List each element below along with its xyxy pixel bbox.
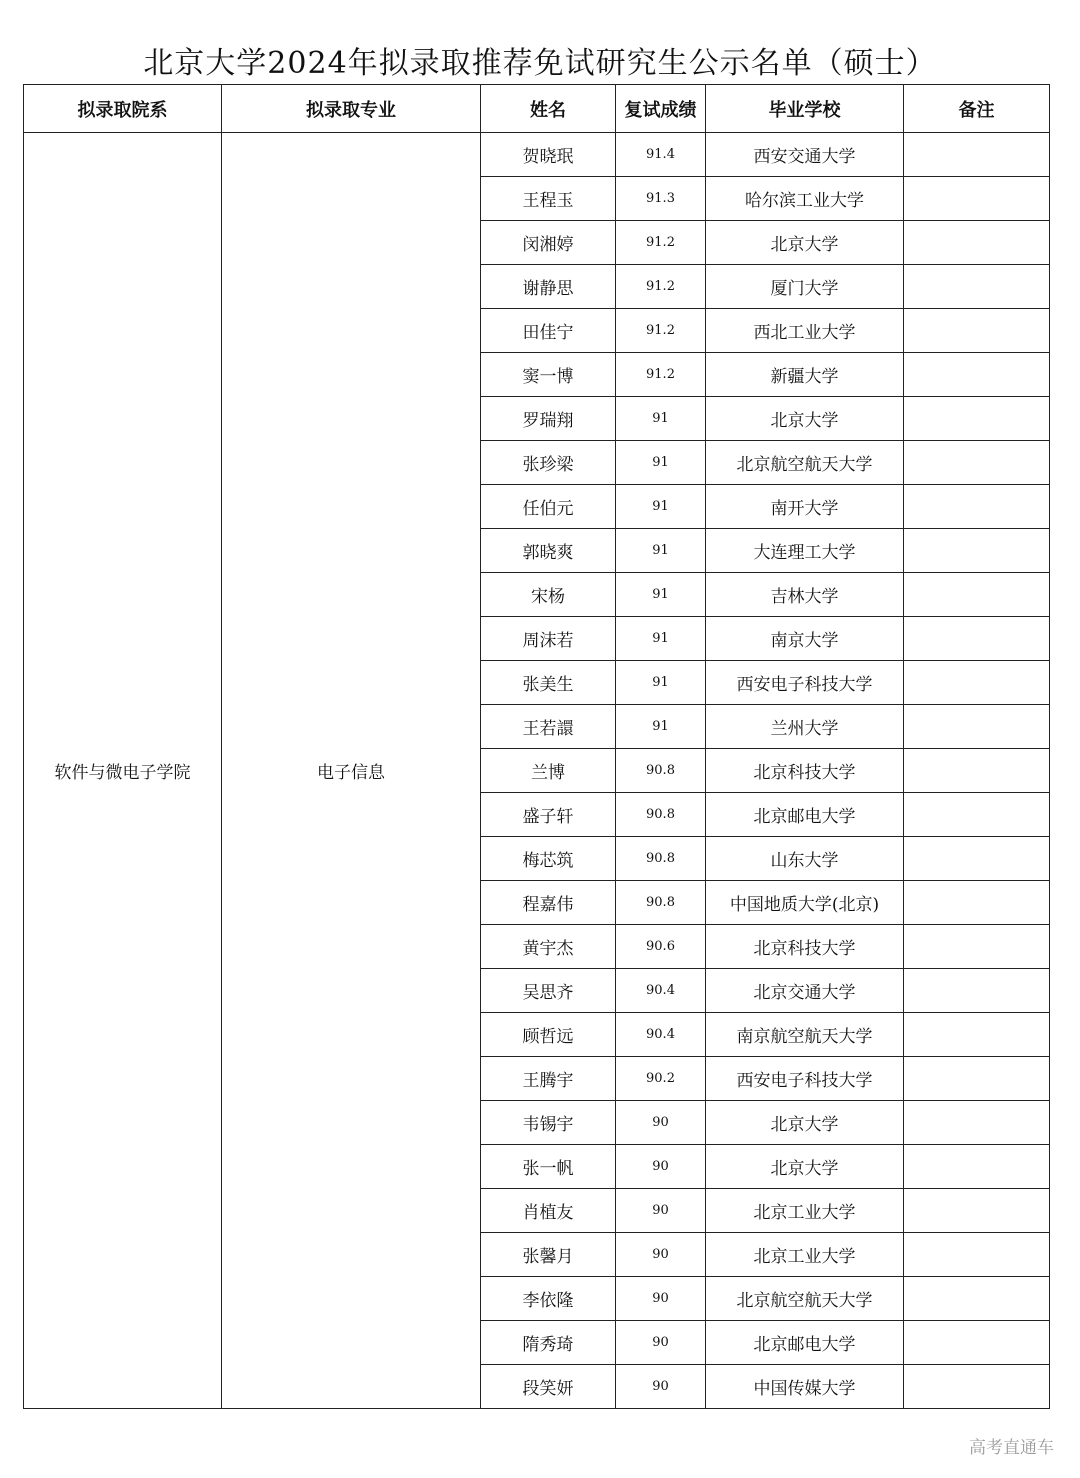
school-cell: 中国传媒大学: [706, 1365, 904, 1409]
name-cell: 张馨月: [481, 1233, 616, 1277]
page-title: 北京大学2024年拟录取推荐免试研究生公示名单（硕士）: [143, 46, 937, 81]
header-major: 拟录取专业: [222, 85, 481, 133]
school-cell: 大连理工大学: [706, 529, 904, 573]
school-cell: 北京航空航天大学: [706, 1277, 904, 1321]
school-cell: 北京邮电大学: [706, 1321, 904, 1365]
name-cell: 韦锡宇: [481, 1101, 616, 1145]
score-cell: 90.8: [616, 793, 706, 837]
score-cell: 91.2: [616, 353, 706, 397]
header-department: 拟录取院系: [24, 85, 222, 133]
name-cell: 段笑妍: [481, 1365, 616, 1409]
name-cell: 顾哲远: [481, 1013, 616, 1057]
note-cell: [904, 881, 1050, 925]
score-cell: 90: [616, 1189, 706, 1233]
score-cell: 91: [616, 485, 706, 529]
school-cell: 北京航空航天大学: [706, 441, 904, 485]
name-cell: 肖植友: [481, 1189, 616, 1233]
name-cell: 王腾宇: [481, 1057, 616, 1101]
school-cell: 北京科技大学: [706, 925, 904, 969]
major-cell: 电子信息: [222, 133, 481, 1409]
department-cell: 软件与微电子学院: [24, 133, 222, 1409]
name-cell: 周沫若: [481, 617, 616, 661]
score-cell: 90.4: [616, 1013, 706, 1057]
table-header-row: [24, 85, 1050, 133]
score-cell: 91: [616, 617, 706, 661]
note-cell: [904, 265, 1050, 309]
school-cell: 山东大学: [706, 837, 904, 881]
score-cell: 90: [616, 1365, 706, 1409]
school-cell: 吉林大学: [706, 573, 904, 617]
header-note: 备注: [904, 85, 1050, 133]
school-cell: 北京邮电大学: [706, 793, 904, 837]
note-cell: [904, 397, 1050, 441]
school-cell: 北京工业大学: [706, 1233, 904, 1277]
score-cell: 91: [616, 529, 706, 573]
note-cell: [904, 1145, 1050, 1189]
school-cell: 厦门大学: [706, 265, 904, 309]
name-cell: 王程玉: [481, 177, 616, 221]
note-cell: [904, 1233, 1050, 1277]
school-cell: 南开大学: [706, 485, 904, 529]
note-cell: [904, 485, 1050, 529]
score-cell: 90.4: [616, 969, 706, 1013]
name-cell: 吴思齐: [481, 969, 616, 1013]
note-cell: [904, 133, 1050, 177]
score-cell: 91: [616, 397, 706, 441]
score-cell: 90: [616, 1277, 706, 1321]
school-cell: 中国地质大学(北京): [706, 881, 904, 925]
school-cell: 南京航空航天大学: [706, 1013, 904, 1057]
school-cell: 北京大学: [706, 221, 904, 265]
note-cell: [904, 749, 1050, 793]
note-cell: [904, 221, 1050, 265]
school-cell: 兰州大学: [706, 705, 904, 749]
school-cell: 西安电子科技大学: [706, 661, 904, 705]
note-cell: [904, 177, 1050, 221]
score-cell: 90: [616, 1233, 706, 1277]
name-cell: 谢静思: [481, 265, 616, 309]
name-cell: 闵湘婷: [481, 221, 616, 265]
table-row: [24, 133, 1050, 177]
score-cell: 91: [616, 441, 706, 485]
score-cell: 90.6: [616, 925, 706, 969]
school-cell: 北京大学: [706, 1145, 904, 1189]
school-cell: 西安交通大学: [706, 133, 904, 177]
score-cell: 90.2: [616, 1057, 706, 1101]
note-cell: [904, 837, 1050, 881]
school-cell: 西北工业大学: [706, 309, 904, 353]
header-name: 姓名: [481, 85, 616, 133]
name-cell: 盛子轩: [481, 793, 616, 837]
name-cell: 兰博: [481, 749, 616, 793]
note-cell: [904, 529, 1050, 573]
note-cell: [904, 617, 1050, 661]
score-cell: 90: [616, 1145, 706, 1189]
school-cell: 北京交通大学: [706, 969, 904, 1013]
header-school: 毕业学校: [706, 85, 904, 133]
note-cell: [904, 353, 1050, 397]
score-cell: 91.2: [616, 265, 706, 309]
score-cell: 91.2: [616, 221, 706, 265]
name-cell: 李依隆: [481, 1277, 616, 1321]
score-cell: 90: [616, 1321, 706, 1365]
name-cell: 任伯元: [481, 485, 616, 529]
name-cell: 罗瑞翔: [481, 397, 616, 441]
school-cell: 北京科技大学: [706, 749, 904, 793]
note-cell: [904, 309, 1050, 353]
school-cell: 北京大学: [706, 397, 904, 441]
note-cell: [904, 661, 1050, 705]
score-cell: 91.2: [616, 309, 706, 353]
school-cell: 西安电子科技大学: [706, 1057, 904, 1101]
name-cell: 田佳宁: [481, 309, 616, 353]
name-cell: 郭晓爽: [481, 529, 616, 573]
name-cell: 王若譞: [481, 705, 616, 749]
header-score: 复试成绩: [616, 85, 706, 133]
name-cell: 窦一博: [481, 353, 616, 397]
note-cell: [904, 1321, 1050, 1365]
score-cell: 91.3: [616, 177, 706, 221]
note-cell: [904, 1365, 1050, 1409]
note-cell: [904, 969, 1050, 1013]
name-cell: 张美生: [481, 661, 616, 705]
note-cell: [904, 573, 1050, 617]
note-cell: [904, 1101, 1050, 1145]
name-cell: 程嘉伟: [481, 881, 616, 925]
note-cell: [904, 1189, 1050, 1233]
table-body: [24, 133, 1050, 1409]
score-cell: 90.8: [616, 881, 706, 925]
watermark: 高考直通车: [969, 1438, 1054, 1458]
score-cell: 91.4: [616, 133, 706, 177]
score-cell: 90.8: [616, 837, 706, 881]
name-cell: 张一帆: [481, 1145, 616, 1189]
name-cell: 贺晓珉: [481, 133, 616, 177]
admission-table: [23, 84, 1050, 1409]
name-cell: 宋杨: [481, 573, 616, 617]
note-cell: [904, 1057, 1050, 1101]
note-cell: [904, 793, 1050, 837]
note-cell: [904, 441, 1050, 485]
name-cell: 张珍梁: [481, 441, 616, 485]
note-cell: [904, 925, 1050, 969]
school-cell: 新疆大学: [706, 353, 904, 397]
score-cell: 91: [616, 705, 706, 749]
name-cell: 梅芯筑: [481, 837, 616, 881]
score-cell: 91: [616, 661, 706, 705]
note-cell: [904, 705, 1050, 749]
school-cell: 哈尔滨工业大学: [706, 177, 904, 221]
score-cell: 90.8: [616, 749, 706, 793]
note-cell: [904, 1013, 1050, 1057]
name-cell: 隋秀琦: [481, 1321, 616, 1365]
school-cell: 北京大学: [706, 1101, 904, 1145]
name-cell: 黄宇杰: [481, 925, 616, 969]
school-cell: 南京大学: [706, 617, 904, 661]
note-cell: [904, 1277, 1050, 1321]
score-cell: 90: [616, 1101, 706, 1145]
score-cell: 91: [616, 573, 706, 617]
school-cell: 北京工业大学: [706, 1189, 904, 1233]
